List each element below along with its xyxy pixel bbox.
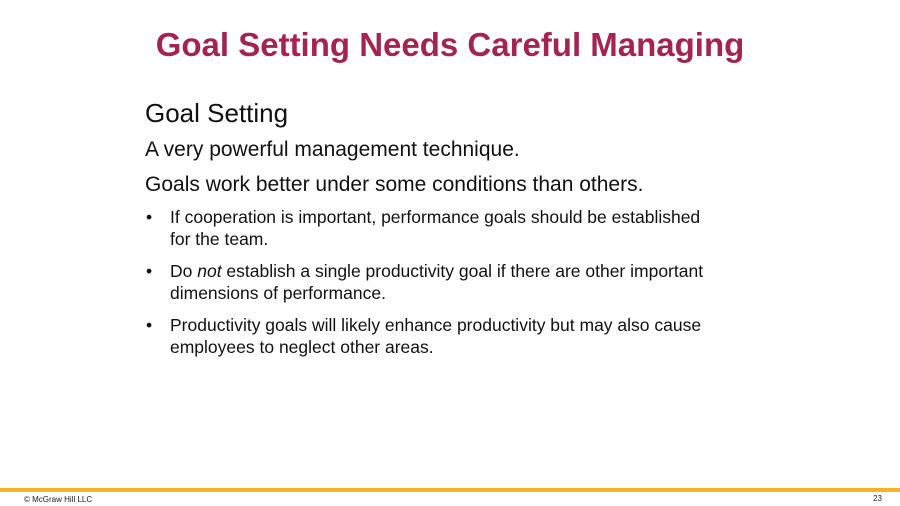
- paragraph-2: Goals work better under some conditions than others.: [145, 173, 644, 196]
- section-heading: Goal Setting: [145, 98, 289, 128]
- bullet-text: Productivity goals will likely enhance productivity but may also cause employees to neglect other areas.: [170, 315, 702, 357]
- bullet-icon: •: [146, 315, 153, 335]
- footer-accent-bar: [0, 488, 900, 492]
- slide-content: [145, 96, 765, 368]
- bullet-text: If cooperation is important, performance goals should be established for the team.: [170, 207, 701, 249]
- page-number: 23: [873, 494, 882, 503]
- paragraph-1: A very powerful management technique.: [145, 138, 520, 161]
- bullet-item: [145, 206, 715, 250]
- copyright-notice: © McGraw Hill LLC: [24, 495, 93, 504]
- bullet-item: [145, 314, 715, 358]
- bullet-emphasis: not: [197, 261, 222, 281]
- bullet-icon: •: [146, 207, 153, 227]
- slide-title: Goal Setting Needs Careful Managing: [155, 26, 745, 63]
- bullet-list: [145, 206, 765, 358]
- bullet-text-after: establish a single productivity goal if there are other important dimensions of performance.: [170, 261, 704, 303]
- bullet-icon: •: [146, 261, 153, 281]
- bullet-text-before: Do: [170, 261, 198, 281]
- bullet-item: [145, 260, 715, 304]
